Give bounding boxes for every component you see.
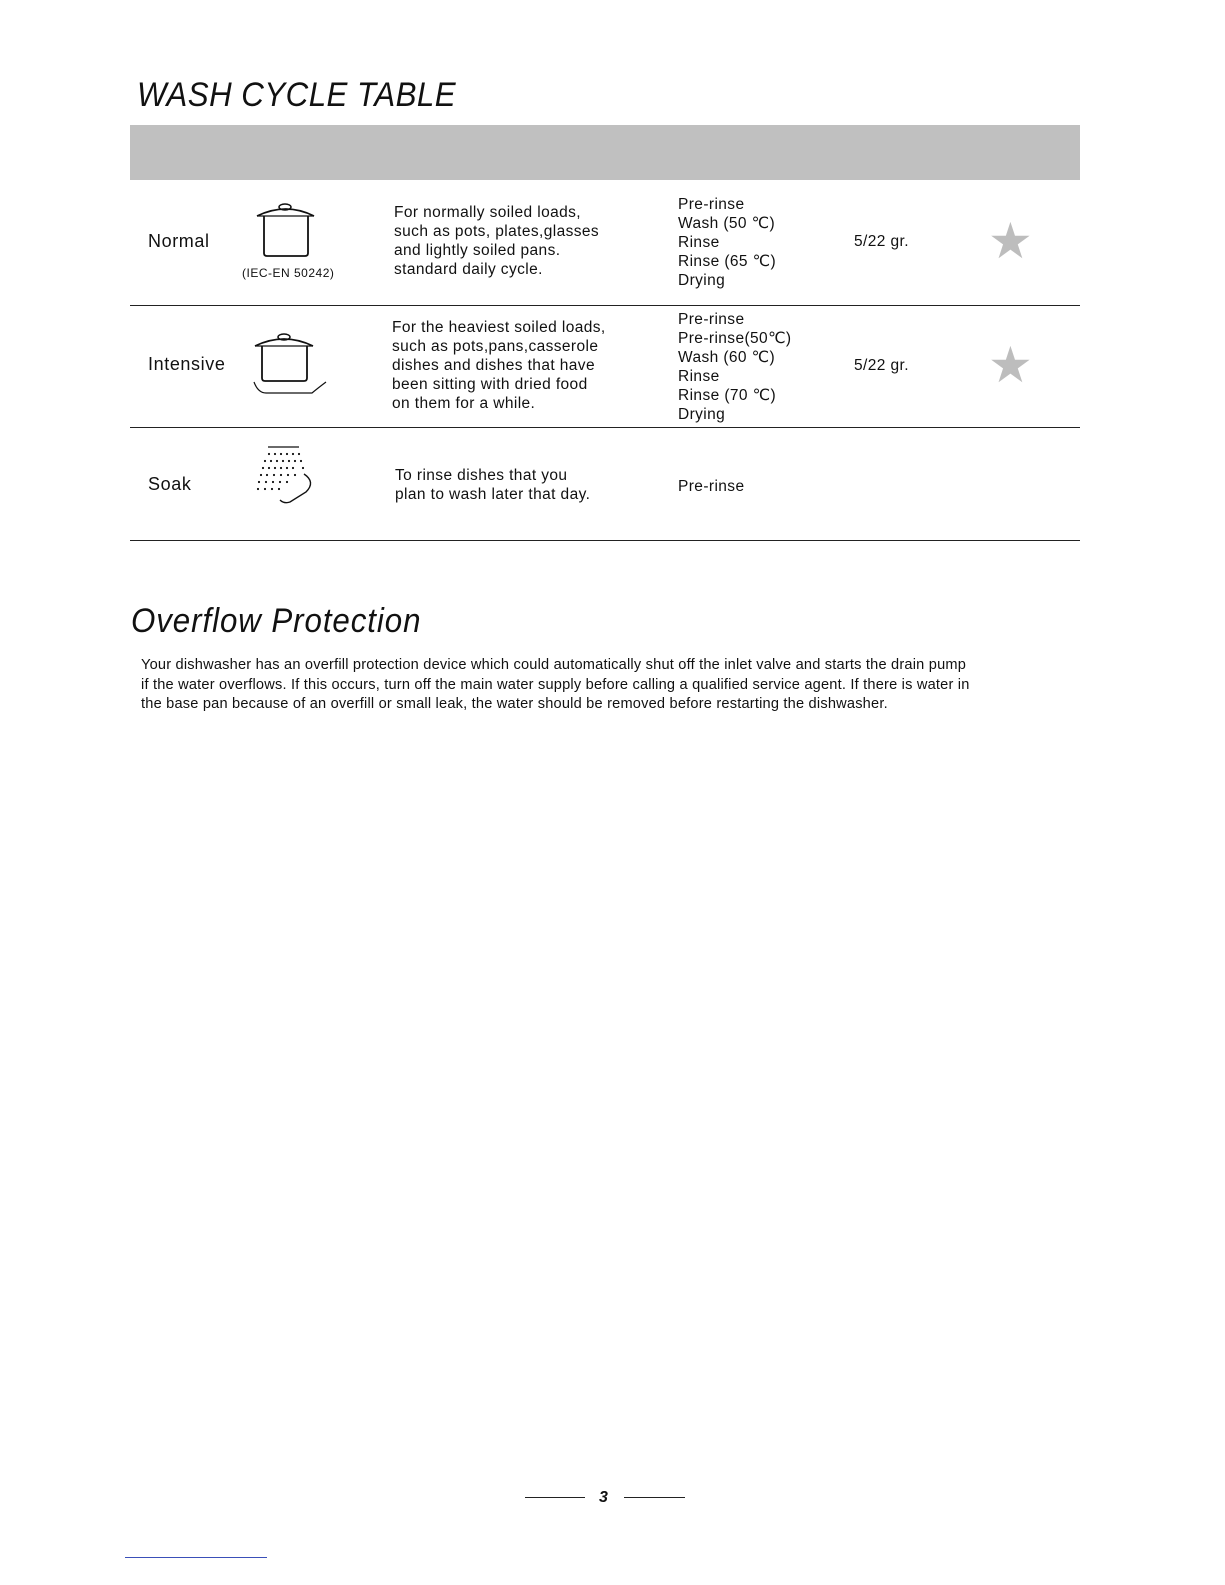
bottom-link-underline: [125, 1557, 267, 1558]
cycle-description-normal: For normally soiled loads, such as pots, plates,glasses and lightly soiled pans. standard daily cycle.: [394, 204, 600, 278]
cycle-name-intensive: Intensive: [148, 354, 226, 374]
detergent-amount-intensive: 5/22 gr.: [854, 357, 909, 374]
cycle-description-soak: To rinse dishes that you plan to wash later that day.: [395, 467, 591, 503]
page-number: 3: [599, 1489, 608, 1506]
row-divider: [130, 427, 1080, 428]
table-header-band: [130, 125, 1080, 180]
wash-cycle-title: WASH CYCLE TABLE: [137, 76, 457, 114]
pot-on-burner-icon: [250, 330, 330, 398]
spray-icon: [252, 444, 322, 506]
star-icon: ★: [988, 213, 1033, 269]
footer-rule-right: [624, 1497, 685, 1498]
row-divider: [130, 305, 1080, 306]
cycle-description-intensive: For the heaviest soiled loads, such as pots,pans,casserole dishes and dishes that have been sitting with dried food on them for a while.: [392, 319, 606, 412]
footer-rule-left: [525, 1497, 585, 1498]
cycle-steps-normal: Pre-rinse Wash (50 ℃) Rinse Rinse (65 ℃) Drying: [678, 196, 777, 289]
table-bottom-border: [130, 540, 1080, 541]
overflow-paragraph: Your dishwasher has an overfill protection device which could automatically shut off the inlet valve and starts the drain pump if the water overflows. If this occurs, turn off the main water supply before calling a qualified service agent. If there is water in the base pan because of an overfill or small leak, the water should be removed before restarting the dishwasher.: [141, 657, 970, 712]
cycle-steps-soak: Pre-rinse: [678, 478, 745, 495]
cycle-steps-intensive: Pre-rinse Pre-rinse(50℃) Wash (60 ℃) Rinse Rinse (70 ℃) Drying: [678, 311, 792, 423]
pot-icon: [252, 198, 322, 260]
overflow-protection-title: Overflow Protection: [131, 602, 422, 640]
cycle-name-normal: Normal: [148, 231, 210, 251]
star-icon: ★: [988, 337, 1033, 393]
cycle-name-soak: Soak: [148, 474, 192, 494]
detergent-amount-normal: 5/22 gr.: [854, 233, 909, 250]
cycle-standard: (IEC-EN 50242): [242, 266, 335, 280]
